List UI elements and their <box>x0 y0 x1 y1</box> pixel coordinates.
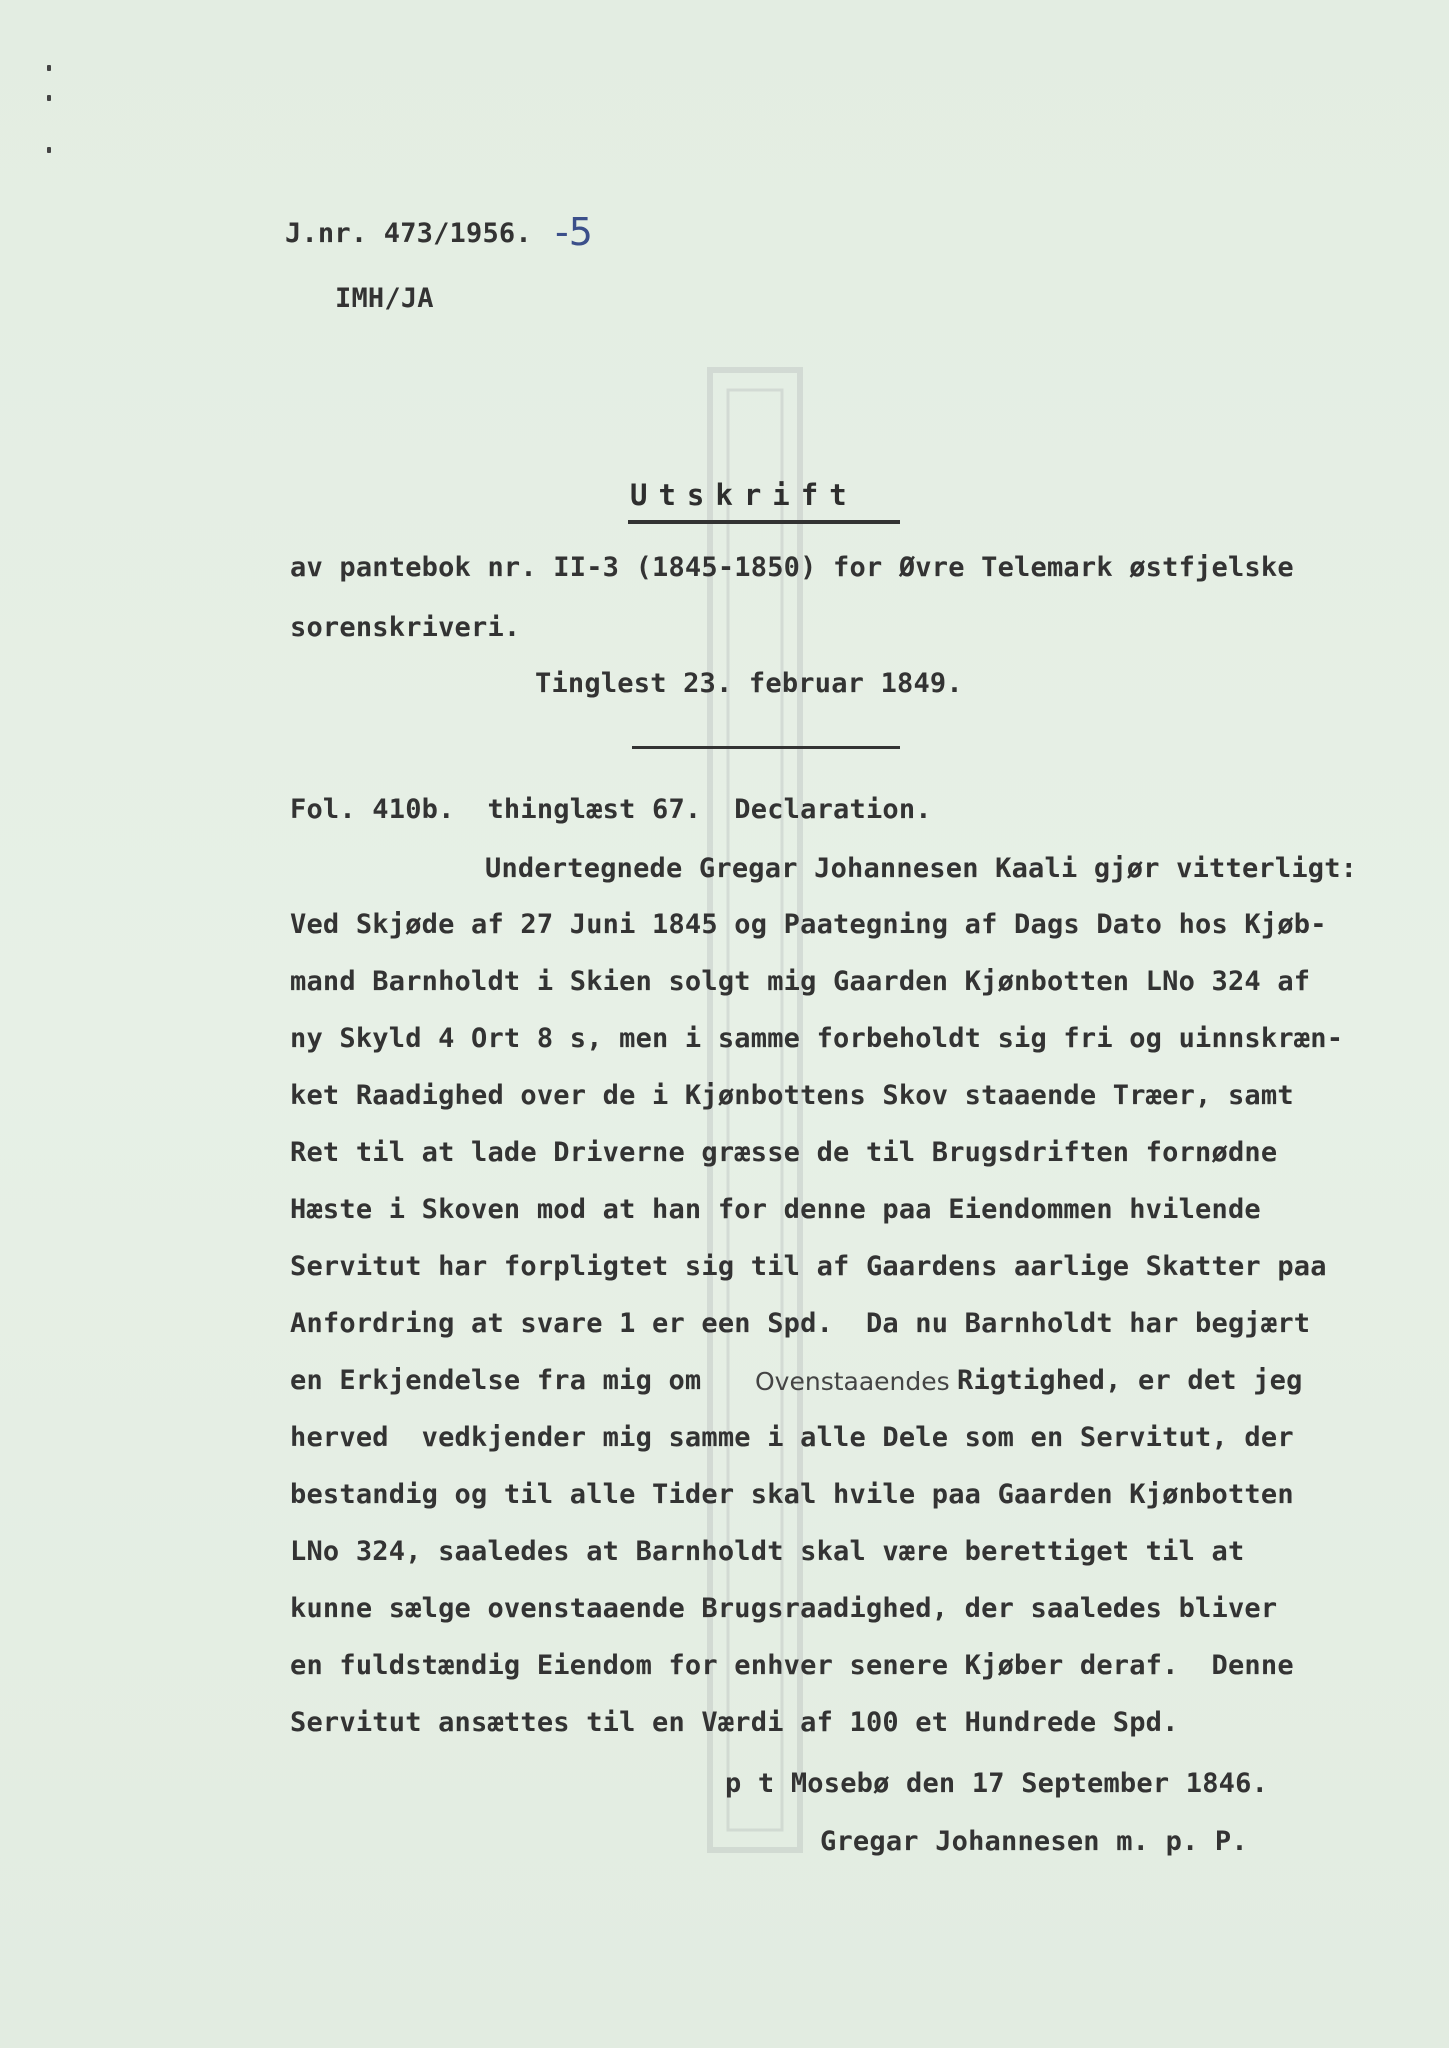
section-divider <box>632 746 900 749</box>
intro-line-2: sorenskriveri. <box>290 612 521 643</box>
body-line: en Erkjendelse fra mig om <box>290 1365 718 1396</box>
handwritten-suffix: -5 <box>555 210 593 254</box>
body-line-continuation: Rigtighed, er det jeg <box>957 1365 1303 1396</box>
place-and-date: p t Mosebø den 17 September 1846. <box>725 1768 1269 1799</box>
body-line: Undertegnede Gregar Johannesen Kaali gjør vitterligt: <box>485 853 1358 884</box>
body-line: mand Barnholdt i Skien solgt mig Gaarden Kjønbotten LNo 324 af <box>290 966 1311 997</box>
body-line: en fuldstændig Eiendom for enhver senere Kjøber deraf. Denne <box>290 1650 1294 1681</box>
body-line: kunne sælge ovenstaaende Brugsraadighed, der saaledes bliver <box>290 1593 1278 1624</box>
title-underline <box>628 520 900 524</box>
body-line: herved vedkjender mig samme i alle Dele som en Servitut, der <box>290 1422 1294 1453</box>
body-line: ny Skyld 4 Ort 8 s, men i samme forbeholdt sig fri og uinnskræn- <box>290 1023 1344 1054</box>
initials: IMH/JA <box>335 283 434 314</box>
body-line: Servitut ansættes til en Værdi af 100 et Hundrede Spd. <box>290 1707 1179 1738</box>
body-line: Ret til at lade Driverne græsse de til Brugsdriften fornødne <box>290 1137 1278 1168</box>
registration-date: Tinglest 23. februar 1849. <box>535 668 963 699</box>
signature: Gregar Johannesen m. p. P. <box>820 1826 1248 1857</box>
document-title: Utskrift <box>630 478 858 512</box>
body-line: Hæste i Skoven mod at han for denne paa Eiendommen hvilende <box>290 1194 1261 1225</box>
body-line: bestandig og til alle Tider skal hvile paa Gaarden Kjønbotten <box>290 1479 1294 1510</box>
journal-number: J.nr. 473/1956. <box>285 218 532 249</box>
body-line: Anfordring at svare 1 er een Spd. Da nu Barnholdt har begjært <box>290 1308 1311 1339</box>
body-line: ket Raadighed over de i Kjønbottens Skov staaende Træer, samt <box>290 1080 1294 1111</box>
inserted-text: Ovenstaaendes <box>755 1367 950 1396</box>
intro-line-1: av pantebok nr. II-3 (1845-1850) for Øvre Telemark østfjelske <box>290 552 1294 583</box>
body-line: Ved Skjøde af 27 Juni 1845 og Paategning af Dags Dato hos Kjøb- <box>290 909 1327 940</box>
body-line: LNo 324, saaledes at Barnholdt skal være berettiget til at <box>290 1536 1245 1567</box>
body-line: Servitut har forpligtet sig til af Gaardens aarlige Skatter paa <box>290 1251 1327 1282</box>
margin-punch-marks <box>47 65 55 155</box>
entry-heading: Fol. 410b. thinglæst 67. Declaration. <box>290 794 932 825</box>
